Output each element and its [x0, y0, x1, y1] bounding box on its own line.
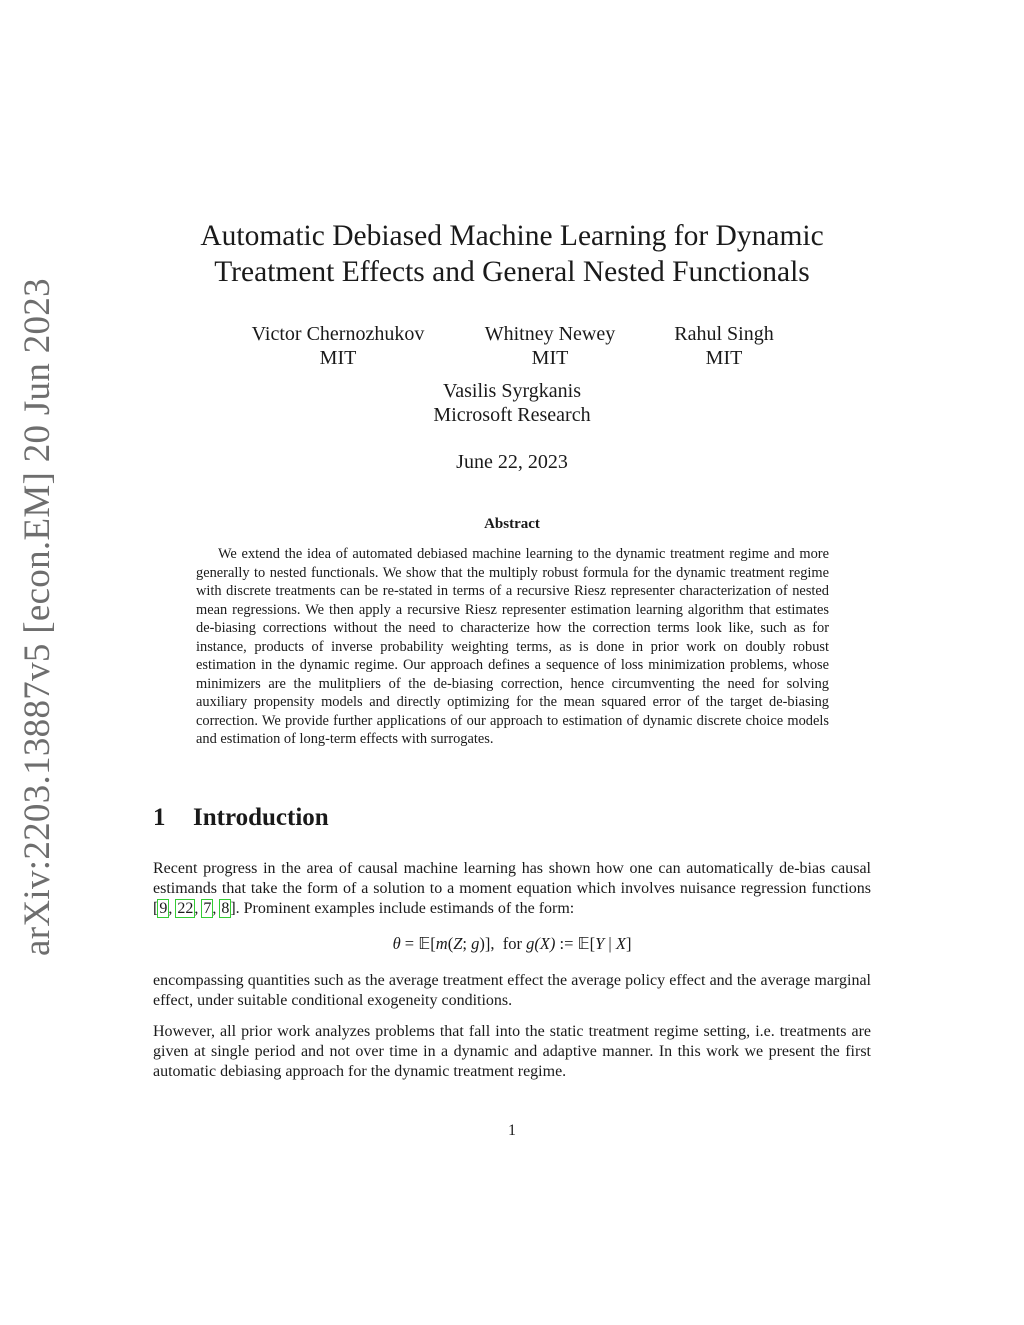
- eq-symbol: θ: [392, 934, 401, 953]
- arxiv-identifier-stamp: arXiv:2203.13887v5 [econ.EM] 20 Jun 2023: [17, 278, 58, 956]
- citation-link[interactable]: 8: [221, 900, 230, 917]
- author-name: Whitney Newey: [484, 323, 616, 345]
- title-line-2: Treatment Effects and General Nested Functionals: [214, 256, 810, 288]
- section-heading: [153, 804, 329, 832]
- author-affiliation: MIT: [319, 347, 357, 369]
- intro-paragraph-1-text: Recent progress in the area of causal machine learning has shown how one can automatically de-bias causal estimands that take the form of a solution to a moment equation which involves nuisance regression functions [: [153, 860, 871, 917]
- author-name: Vasilis Syrgkanis: [443, 380, 581, 402]
- eq-text: for: [494, 934, 527, 953]
- author-name: Victor Chernozhukov: [251, 323, 425, 345]
- intro-paragraph-1: [153, 859, 871, 919]
- eq-symbol: Z: [453, 934, 463, 953]
- eq-text: ]: [625, 934, 632, 953]
- display-equation: [153, 934, 871, 954]
- title-line-1: Automatic Debiased Machine Learning for Dynamic: [200, 220, 824, 252]
- section-number: 1: [153, 804, 166, 831]
- section-title: Introduction: [193, 804, 329, 831]
- abstract-body: We extend the idea of automated debiased machine learning to the dynamic treatment regime and more generally to nested functionals. We show that the multiply robust formula for the dynamic treatment regime with discrete treatments can be re-stated in terms of a recursive Riesz representer characterization of nested mean regressions. We then apply a recursive Riesz representer estimation learning algorithm that estimates de-biasing corrections without the need to characterize how the correction terms look like, such as for instance, products of inverse probability weighting terms, as is done in prior work on doubly robust estimation in the dynamic regime. Our approach defines a sequence of loss minimization problems, whose minimizers are the mulitpliers of the de-biasing correction, hence circumventing the need for solving auxiliary propensity models and directly optimizing for the mean squared error of the target de-biasing correction. We provide further applications of our approach to estimation of dynamic discrete choice models and estimation of long-term effects with surrogates.: [196, 546, 829, 747]
- intro-paragraph-2: encompassing quantities such as the average treatment effect the average policy effect and the average marginal effect, under suitable conditional exogeneity conditions.: [153, 972, 871, 1009]
- eq-text: ;: [462, 934, 472, 953]
- eq-text: (: [447, 934, 454, 953]
- citation-separator: ,: [212, 900, 221, 917]
- eq-symbol: m: [435, 934, 448, 953]
- paper-title: [150, 218, 874, 290]
- eq-text: 𝔼[: [577, 934, 596, 953]
- author-block: [594, 322, 854, 370]
- intro-paragraph-3: However, all prior work analyzes problems that fall into the static treatment regime setting, i.e. treatments are given at single period and not over time in a dynamic and adaptive manner. In this work we present the first automatic debiasing approach for the dynamic treatment regime.: [153, 1023, 871, 1080]
- eq-symbol: Y: [595, 934, 605, 953]
- page-number: 1: [508, 1122, 516, 1139]
- abstract-heading: Abstract: [484, 516, 540, 532]
- eq-text: |: [604, 934, 616, 953]
- publication-date: June 22, 2023: [456, 451, 568, 473]
- author-name: Rahul Singh: [674, 323, 774, 345]
- citation-separator: ,: [194, 900, 203, 917]
- citation-link[interactable]: 7: [203, 900, 212, 917]
- author-affiliation: MIT: [531, 347, 569, 369]
- eq-text: )],: [479, 934, 495, 953]
- eq-text: 𝔼[: [418, 934, 436, 953]
- citation-link[interactable]: 9: [159, 900, 168, 917]
- citation-link[interactable]: 22: [177, 900, 194, 917]
- author-block: [382, 379, 642, 427]
- eq-text: :=: [555, 934, 578, 953]
- citation-separator: ,: [168, 900, 177, 917]
- eq-symbol: g: [526, 934, 535, 953]
- author-affiliation: MIT: [705, 347, 743, 369]
- eq-symbol: g: [471, 934, 480, 953]
- eq-symbol: (X): [534, 934, 556, 953]
- intro-paragraph-1-end: ]. Prominent examples include estimands of the form:: [230, 900, 575, 917]
- author-affiliation: Microsoft Research: [433, 404, 591, 426]
- eq-text: =: [400, 934, 419, 953]
- eq-symbol: X: [615, 934, 626, 953]
